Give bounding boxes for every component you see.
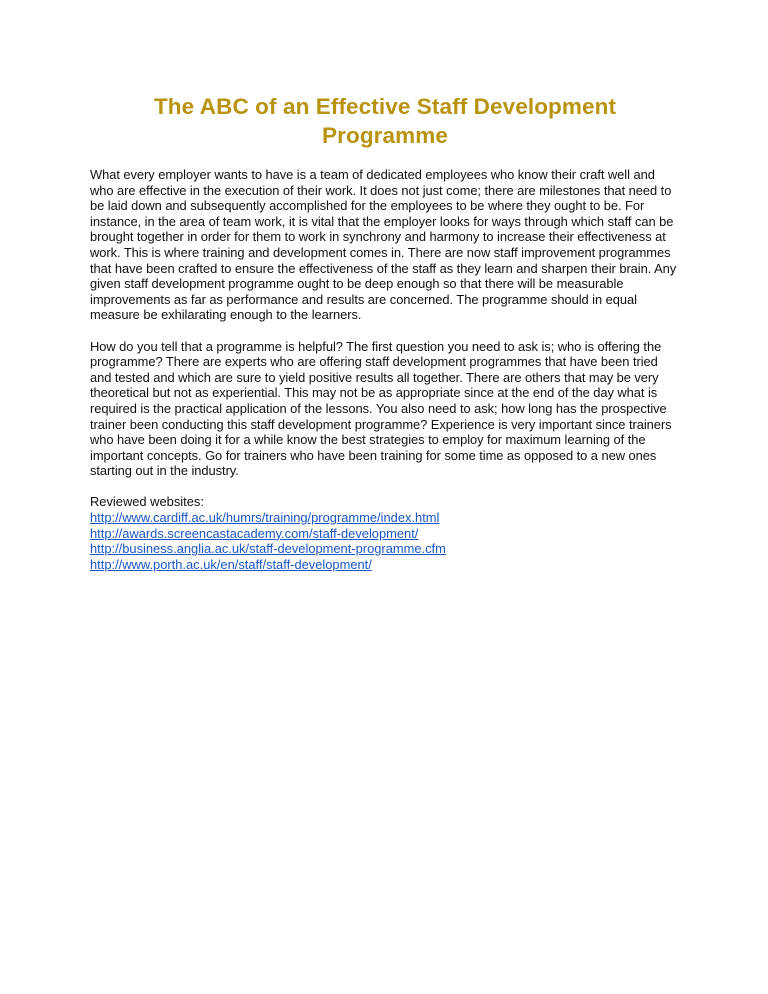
body-paragraph-1: What every employer wants to have is a team of dedicated employees who know their craft well and who are effective in the execution of their work. It does not just come; there are milestones that need to be laid down and subsequently accomplished for the employees to be where they ought to be. For instance, in the area of team work, it is vital that the employer looks for ways through which staff can be brought together in order for them to work in synchrony and harmony to increase their effectiveness at work. This is where training and development comes in. There are now staff improvement programmes that have been crafted to ensure the effectiveness of the staff as they learn and sharpen their brain. Any given staff development programme ought to be deep enough so that there will be measurable improvements as far as performance and results are concerned. The programme should in equal measure be exhilarating enough to the learners. — [90, 167, 677, 323]
website-link-cardiff[interactable]: http://www.cardiff.ac.uk/humrs/training/programme/index.html — [90, 510, 440, 526]
reviewed-websites-section — [90, 494, 680, 572]
website-link-screencastacademy[interactable]: http://awards.screencastacademy.com/staff-development/ — [90, 525, 419, 541]
website-link-porth[interactable]: http://www.porth.ac.uk/en/staff/staff-development/ — [90, 556, 372, 572]
body-paragraph-2: How do you tell that a programme is helpful? The first question you need to ask is; who is offering the programme? There are experts who are offering staff development programmes that have been tried and tested and which are sure to yield positive results all together. There are others that may be very theoretical but not as experiential. This may not be as appropriate since at the end of the day what is required is the practical application of the lessons. You also need to ask; how long has the prospective trainer been conducting this staff development programme? Experience is very important since trainers who have been doing it for a while know the best strategies to employ for maximum learning of the important concepts. Go for trainers who have been training for some time as opposed to a new ones starting out in the industry. — [90, 338, 672, 479]
website-link-anglia[interactable]: http://business.anglia.ac.uk/staff-development-programme.cfm — [90, 541, 446, 557]
reviewed-websites-label: Reviewed websites: — [90, 494, 204, 510]
document-title: The ABC of an Effective Staff Development Programme — [153, 94, 617, 148]
